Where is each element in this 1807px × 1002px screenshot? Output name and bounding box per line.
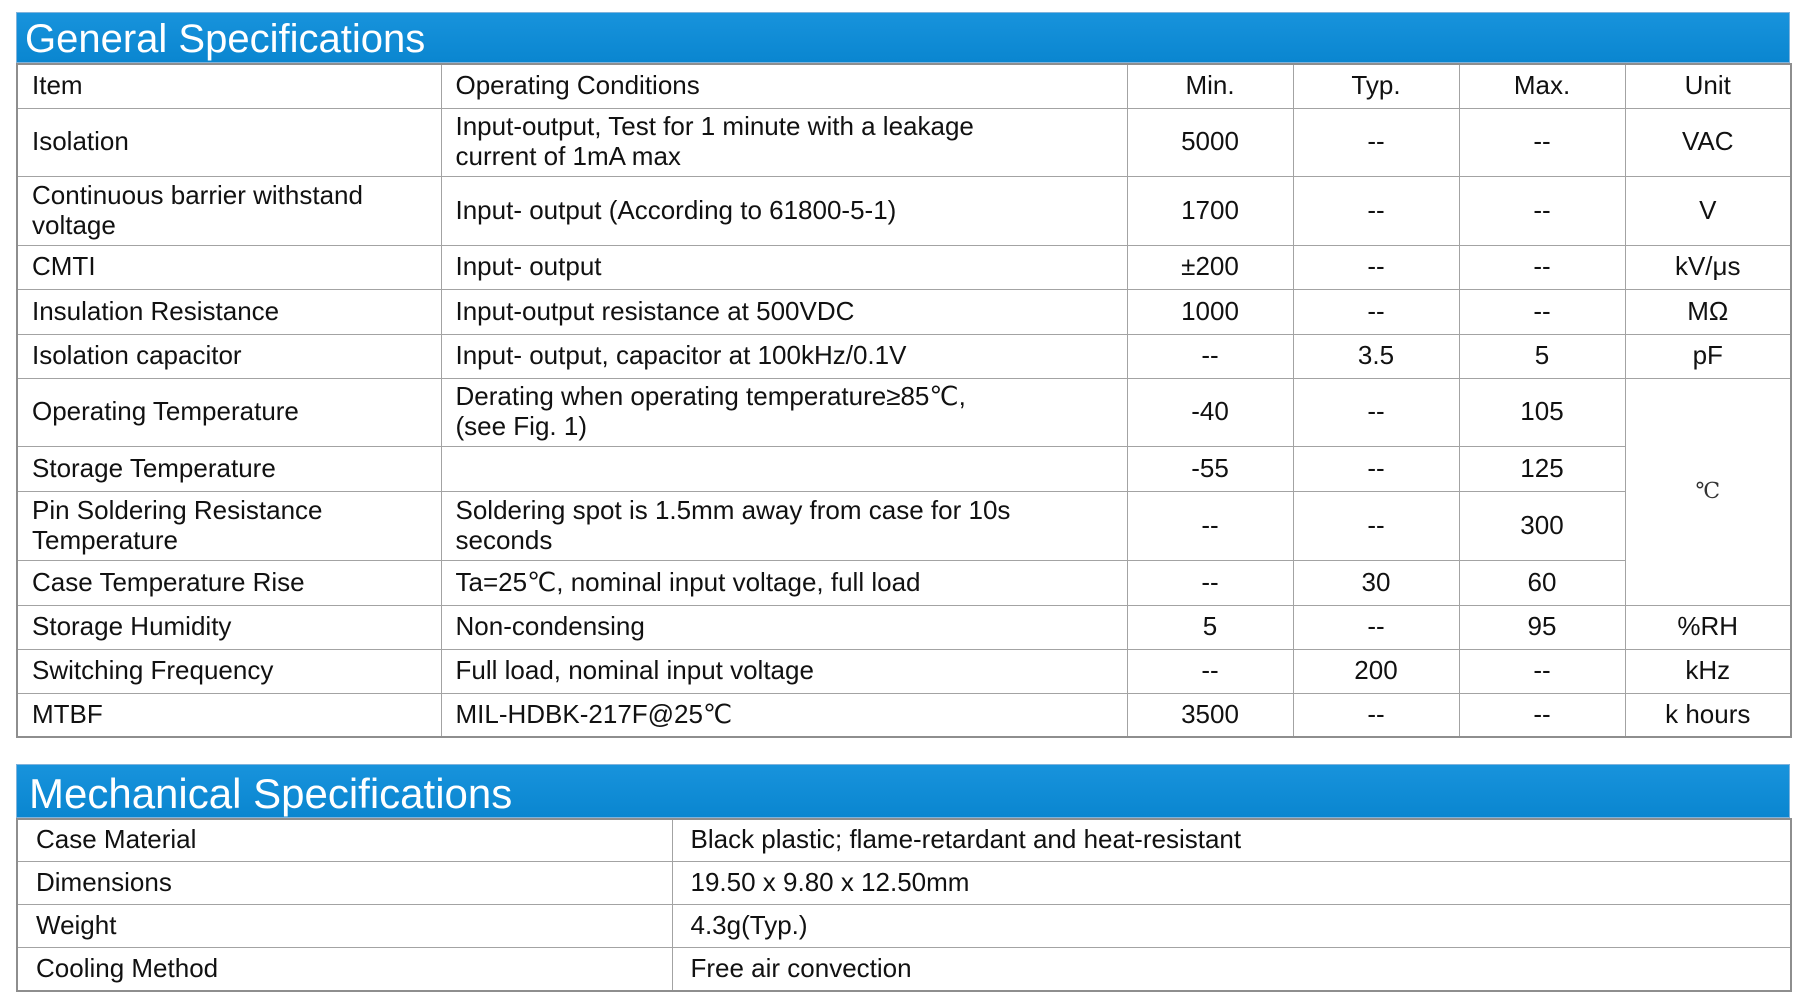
spec-min: 5000 xyxy=(1127,108,1293,176)
spec-min: ±200 xyxy=(1127,245,1293,289)
spec-unit-temperature: ℃ xyxy=(1625,378,1791,605)
spec-row-mtbf xyxy=(17,693,1791,737)
spec-row-case-temperature-rise xyxy=(17,560,1791,605)
spec-conditions: Input- output xyxy=(441,245,1127,289)
mech-item: Dimensions xyxy=(17,861,672,904)
mech-row-case-material xyxy=(17,819,1791,861)
col-header-unit: Unit xyxy=(1625,64,1791,108)
col-header-typ: Typ. xyxy=(1293,64,1459,108)
spec-row-operating-temperature xyxy=(17,378,1791,446)
general-specifications-table xyxy=(16,63,1792,738)
mech-row-cooling-method xyxy=(17,947,1791,991)
spec-conditions: Derating when operating temperature≥85℃, (see Fig. 1) xyxy=(441,378,1127,446)
spec-typ: -- xyxy=(1293,289,1459,334)
spec-min: -- xyxy=(1127,560,1293,605)
spec-item: Isolation capacitor xyxy=(17,334,441,378)
col-header-max: Max. xyxy=(1459,64,1625,108)
spec-max: 95 xyxy=(1459,605,1625,649)
spec-typ: -- xyxy=(1293,605,1459,649)
spec-max: 5 xyxy=(1459,334,1625,378)
spec-row-cmti xyxy=(17,245,1791,289)
spec-min: -55 xyxy=(1127,446,1293,491)
spec-max: 60 xyxy=(1459,560,1625,605)
mechanical-specifications-title: Mechanical Specifications xyxy=(16,764,1790,818)
spec-max: -- xyxy=(1459,289,1625,334)
spec-row-pin-soldering xyxy=(17,491,1791,560)
spec-unit: kV/μs xyxy=(1625,245,1791,289)
spec-unit: %RH xyxy=(1625,605,1791,649)
spec-conditions: Ta=25℃, nominal input voltage, full load xyxy=(441,560,1127,605)
spec-item: Operating Temperature xyxy=(17,378,441,446)
spec-unit: pF xyxy=(1625,334,1791,378)
spec-row-storage-humidity xyxy=(17,605,1791,649)
spec-min: 1000 xyxy=(1127,289,1293,334)
spec-unit: MΩ xyxy=(1625,289,1791,334)
mechanical-specifications-table xyxy=(16,818,1792,992)
spec-item: Case Temperature Rise xyxy=(17,560,441,605)
spec-max: -- xyxy=(1459,176,1625,245)
mech-row-dimensions xyxy=(17,861,1791,904)
spec-max: 105 xyxy=(1459,378,1625,446)
spec-conditions: Input- output, capacitor at 100kHz/0.1V xyxy=(441,334,1127,378)
spec-item: Pin Soldering Resistance Temperature xyxy=(17,491,441,560)
spec-typ: -- xyxy=(1293,108,1459,176)
col-header-conditions: Operating Conditions xyxy=(441,64,1127,108)
spec-item: MTBF xyxy=(17,693,441,737)
spec-unit: VAC xyxy=(1625,108,1791,176)
spec-item: Storage Humidity xyxy=(17,605,441,649)
spec-row-storage-temperature xyxy=(17,446,1791,491)
spec-min: 5 xyxy=(1127,605,1293,649)
col-header-min: Min. xyxy=(1127,64,1293,108)
spec-row-barrier-voltage xyxy=(17,176,1791,245)
table-header-row xyxy=(17,64,1791,108)
mech-value: 4.3g(Typ.) xyxy=(672,904,1791,947)
spec-typ: -- xyxy=(1293,491,1459,560)
spec-row-isolation xyxy=(17,108,1791,176)
mech-value: 19.50 x 9.80 x 12.50mm xyxy=(672,861,1791,904)
spec-min: -- xyxy=(1127,649,1293,693)
spec-max: 125 xyxy=(1459,446,1625,491)
spec-typ: 200 xyxy=(1293,649,1459,693)
mech-item: Cooling Method xyxy=(17,947,672,991)
spec-unit: V xyxy=(1625,176,1791,245)
spec-min: 1700 xyxy=(1127,176,1293,245)
spec-min: -40 xyxy=(1127,378,1293,446)
spec-item: Insulation Resistance xyxy=(17,289,441,334)
spec-min: -- xyxy=(1127,491,1293,560)
spec-conditions: Non-condensing xyxy=(441,605,1127,649)
spec-item: Isolation xyxy=(17,108,441,176)
spec-min: -- xyxy=(1127,334,1293,378)
spec-conditions xyxy=(441,446,1127,491)
spec-unit: kHz xyxy=(1625,649,1791,693)
mech-value: Black plastic; flame-retardant and heat-resistant xyxy=(672,819,1791,861)
spec-max: -- xyxy=(1459,108,1625,176)
spec-max: -- xyxy=(1459,649,1625,693)
spec-item: Switching Frequency xyxy=(17,649,441,693)
spec-item: Storage Temperature xyxy=(17,446,441,491)
general-specifications-title: General Specifications xyxy=(16,12,1790,63)
spec-conditions: Soldering spot is 1.5mm away from case for 10s seconds xyxy=(441,491,1127,560)
spec-max: 300 xyxy=(1459,491,1625,560)
spec-typ: -- xyxy=(1293,245,1459,289)
spec-item: CMTI xyxy=(17,245,441,289)
mech-item: Weight xyxy=(17,904,672,947)
spec-row-isolation-capacitor xyxy=(17,334,1791,378)
spec-conditions: MIL-HDBK-217F@25℃ xyxy=(441,693,1127,737)
spec-conditions: Input-output, Test for 1 minute with a leakage current of 1mA max xyxy=(441,108,1127,176)
spec-typ: -- xyxy=(1293,176,1459,245)
spec-max: -- xyxy=(1459,245,1625,289)
spec-unit: k hours xyxy=(1625,693,1791,737)
spec-conditions: Input- output (According to 61800-5-1) xyxy=(441,176,1127,245)
spec-row-switching-frequency xyxy=(17,649,1791,693)
mech-row-weight xyxy=(17,904,1791,947)
spec-conditions: Full load, nominal input voltage xyxy=(441,649,1127,693)
spec-conditions: Input-output resistance at 500VDC xyxy=(441,289,1127,334)
mech-item: Case Material xyxy=(17,819,672,861)
spec-item: Continuous barrier withstand voltage xyxy=(17,176,441,245)
spec-typ: 30 xyxy=(1293,560,1459,605)
spec-typ: -- xyxy=(1293,693,1459,737)
spec-typ: -- xyxy=(1293,446,1459,491)
spec-max: -- xyxy=(1459,693,1625,737)
spec-row-insulation-resistance xyxy=(17,289,1791,334)
spec-typ: 3.5 xyxy=(1293,334,1459,378)
spec-typ: -- xyxy=(1293,378,1459,446)
mech-value: Free air convection xyxy=(672,947,1791,991)
spec-min: 3500 xyxy=(1127,693,1293,737)
col-header-item: Item xyxy=(17,64,441,108)
